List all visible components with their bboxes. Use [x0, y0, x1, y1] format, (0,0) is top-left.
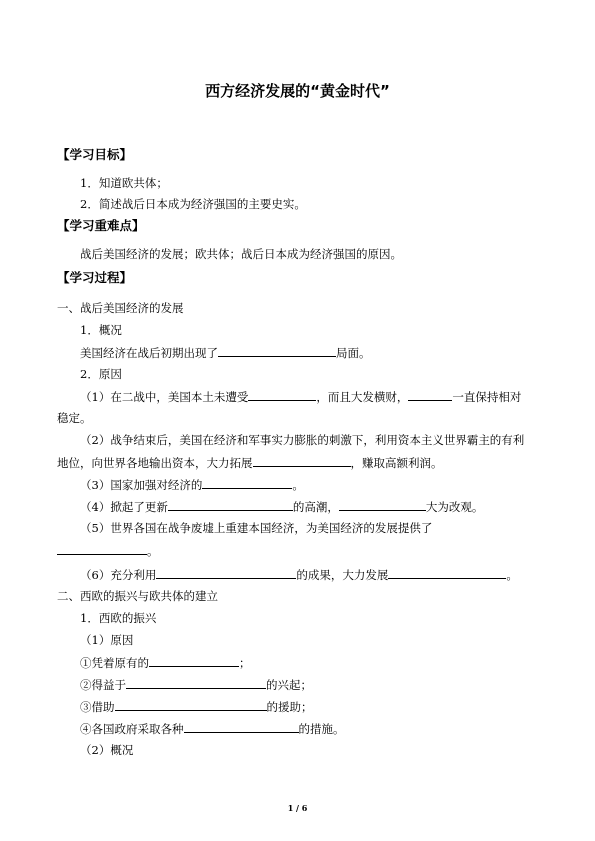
- line-text: （5）世界各国在战争废墟上重建本国经济，为美国经济的发展提供了: [80, 521, 433, 535]
- subsection-label: 1．西欧的振兴: [80, 611, 157, 625]
- line-text: ；: [239, 656, 251, 670]
- page-title: 西方经济发展的“黄金时代”: [205, 82, 390, 100]
- answer-blank[interactable]: [126, 677, 266, 689]
- line-text: 地位，向世界各地输出资本，大力拓展: [57, 456, 253, 470]
- key-points-heading: 【学习重难点】: [57, 218, 145, 233]
- subsection-label: （2）概况: [80, 743, 134, 757]
- line-text: ④各国政府采取各种: [80, 722, 184, 736]
- process-heading: 【学习过程】: [57, 270, 133, 285]
- answer-blank[interactable]: [218, 345, 336, 357]
- fill-in-line: [80, 677, 312, 692]
- section-heading: 二、西欧的振兴与欧共体的建立: [57, 589, 218, 603]
- line-text: 的援助；: [266, 700, 313, 714]
- answer-blank[interactable]: [57, 543, 147, 555]
- line-text: ，赚取高额利润。: [350, 456, 443, 470]
- answer-blank[interactable]: [253, 455, 351, 467]
- answer-blank[interactable]: [149, 655, 239, 667]
- line-text: （1）在二战中，美国本土未遭受: [80, 390, 249, 404]
- subsection-label: 2．原因: [80, 367, 122, 381]
- line-text: 的兴起；: [266, 678, 312, 692]
- line-text: 的措施。: [298, 722, 345, 736]
- answer-blank[interactable]: [168, 499, 293, 511]
- answer-blank[interactable]: [388, 567, 506, 579]
- key-points-text: 战后美国经济的发展；欧共体；战后日本成为经济强国的原因。: [80, 247, 402, 261]
- fill-in-line: [80, 567, 518, 582]
- line-text: 稳定。: [57, 411, 92, 425]
- fill-in-line: [57, 543, 159, 558]
- answer-blank[interactable]: [184, 721, 299, 733]
- line-text: ③借助: [80, 700, 115, 714]
- subsection-label: 1．概况: [80, 323, 122, 337]
- answer-blank[interactable]: [156, 567, 296, 579]
- fill-in-line: [80, 699, 313, 714]
- line-text: 。: [147, 544, 159, 558]
- line-text: 大为改观。: [425, 500, 484, 514]
- line-text: 。: [506, 568, 518, 582]
- line-text: （6）充分利用: [80, 568, 157, 582]
- fill-in-line: [80, 389, 521, 404]
- fill-in-line: [80, 655, 251, 670]
- fill-in-line: [80, 499, 483, 514]
- line-text: 一直保持相对: [452, 390, 522, 404]
- fill-in-line: [57, 455, 443, 470]
- line-text: 的成果，大力发展: [296, 568, 389, 582]
- line-text: 。: [292, 478, 304, 492]
- goal-item: 2．简述战后日本成为经济强国的主要史实。: [80, 197, 306, 211]
- answer-blank[interactable]: [202, 477, 292, 489]
- line-text: ②得益于: [80, 678, 126, 692]
- line-text: ，而且大发横财，: [316, 390, 409, 404]
- fill-in-line: [80, 345, 371, 360]
- section-heading: 一、战后美国经济的发展: [57, 301, 184, 315]
- line-text: 的高潮，: [292, 500, 339, 514]
- line-text: （3）国家加强对经济的: [80, 478, 203, 492]
- answer-blank[interactable]: [115, 699, 267, 711]
- line-text: ①凭着原有的: [80, 656, 149, 670]
- fill-in-line: [80, 477, 304, 492]
- answer-blank[interactable]: [339, 499, 426, 511]
- line-text: （2）战争结束后，美国在经济和军事实力膨胀的刺激下，利用资本主义世界霸主的有利: [80, 433, 525, 447]
- line-text: 美国经济在战后初期出现了: [80, 346, 218, 360]
- goals-heading: 【学习目标】: [57, 147, 133, 162]
- page-number: 1 / 6: [287, 803, 308, 813]
- fill-in-line: [80, 721, 345, 736]
- answer-blank[interactable]: [408, 389, 452, 401]
- line-text: （4）掀起了更新: [80, 500, 168, 514]
- subsection-label: （1）原因: [80, 633, 134, 647]
- goal-item: 1．知道欧共体；: [80, 176, 168, 190]
- answer-blank[interactable]: [248, 389, 316, 401]
- line-text: 局面。: [336, 346, 371, 360]
